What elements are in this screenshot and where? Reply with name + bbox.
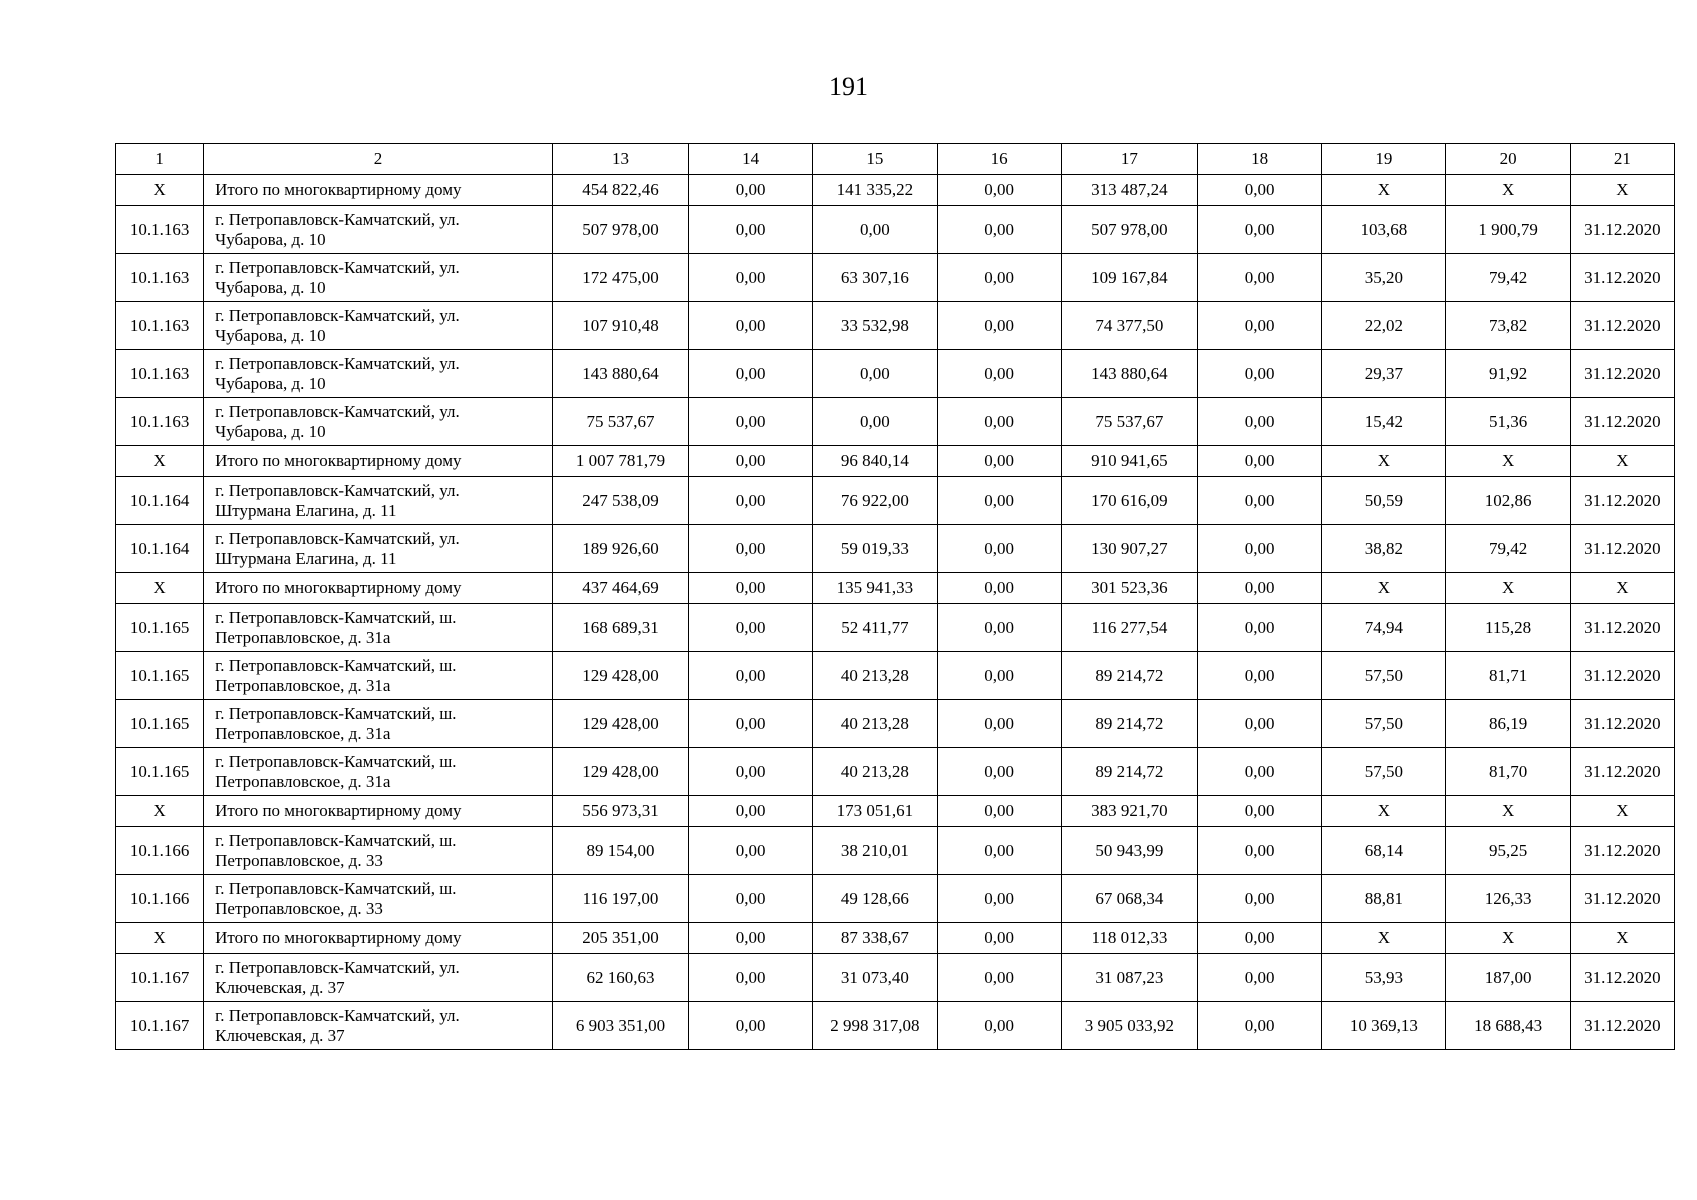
table-cell: 57,50 <box>1322 652 1446 700</box>
table-cell: 126,33 <box>1446 875 1570 923</box>
table-cell: 74 377,50 <box>1061 302 1197 350</box>
column-header: 20 <box>1446 144 1570 175</box>
table-row <box>116 398 1675 446</box>
table-cell: 0,00 <box>1198 446 1322 477</box>
table-cell: 0,00 <box>937 525 1061 573</box>
table-cell: 0,00 <box>689 923 813 954</box>
table-body <box>116 144 1675 1050</box>
table-cell: 116 197,00 <box>552 875 688 923</box>
table-cell: X <box>1322 175 1446 206</box>
data-table <box>115 143 1675 1050</box>
table-row <box>116 302 1675 350</box>
table-cell: 3 905 033,92 <box>1061 1002 1197 1050</box>
table-cell: 0,00 <box>689 1002 813 1050</box>
table-cell: 135 941,33 <box>813 573 937 604</box>
table-cell: 31.12.2020 <box>1570 827 1674 875</box>
table-cell: 0,00 <box>1198 573 1322 604</box>
table-cell: X <box>1570 923 1674 954</box>
address-line-1: г. Петропавловск-Камчатский, ул. <box>215 257 460 277</box>
total-label-cell: Итого по многоквартирному дому <box>204 796 553 827</box>
address-cell <box>204 700 553 748</box>
table-cell: 507 978,00 <box>1061 206 1197 254</box>
table-cell: 91,92 <box>1446 350 1570 398</box>
table-cell: 0,00 <box>689 206 813 254</box>
table-cell: 38,82 <box>1322 525 1446 573</box>
table-cell: 0,00 <box>689 827 813 875</box>
table-cell: 0,00 <box>1198 398 1322 446</box>
address-line-2: Штурмана Елагина, д. 11 <box>215 500 397 520</box>
column-header: 2 <box>204 144 553 175</box>
address-cell <box>204 398 553 446</box>
table-cell: 88,81 <box>1322 875 1446 923</box>
table-cell: 0,00 <box>937 827 1061 875</box>
address-cell <box>204 748 553 796</box>
table-cell: 172 475,00 <box>552 254 688 302</box>
address-cell <box>204 350 553 398</box>
address-line-1: г. Петропавловск-Камчатский, ул. <box>215 957 460 977</box>
address-cell <box>204 604 553 652</box>
table-cell: 0,00 <box>937 206 1061 254</box>
table-cell: 0,00 <box>689 875 813 923</box>
table-cell: 18 688,43 <box>1446 1002 1570 1050</box>
address-line-1: г. Петропавловск-Камчатский, ш. <box>215 703 457 723</box>
address-line-2: Штурмана Елагина, д. 11 <box>215 548 397 568</box>
address-cell <box>204 875 553 923</box>
column-header: 17 <box>1061 144 1197 175</box>
address-line-1: г. Петропавловск-Камчатский, ш. <box>215 655 457 675</box>
row-id-cell: 10.1.166 <box>116 875 204 923</box>
table-cell: X <box>1322 446 1446 477</box>
table-cell: 247 538,09 <box>552 477 688 525</box>
table-cell: 129 428,00 <box>552 700 688 748</box>
table-cell: 187,00 <box>1446 954 1570 1002</box>
table-cell: 31.12.2020 <box>1570 206 1674 254</box>
table-cell: 0,00 <box>689 254 813 302</box>
row-id-cell: 10.1.164 <box>116 525 204 573</box>
table-cell: X <box>1446 175 1570 206</box>
table-cell: 49 128,66 <box>813 875 937 923</box>
table-cell: 31.12.2020 <box>1570 652 1674 700</box>
table-cell: 89 214,72 <box>1061 700 1197 748</box>
total-label-cell: Итого по многоквартирному дому <box>204 175 553 206</box>
row-id-cell: 10.1.164 <box>116 477 204 525</box>
table-cell: 6 903 351,00 <box>552 1002 688 1050</box>
table-cell: 75 537,67 <box>552 398 688 446</box>
table-cell: 0,00 <box>1198 923 1322 954</box>
table-cell: 68,14 <box>1322 827 1446 875</box>
table-cell: 40 213,28 <box>813 748 937 796</box>
total-label-cell: Итого по многоквартирному дому <box>204 573 553 604</box>
address-cell <box>204 525 553 573</box>
table-cell: 0,00 <box>1198 525 1322 573</box>
table-cell: 0,00 <box>689 446 813 477</box>
table-cell: 0,00 <box>689 652 813 700</box>
total-label-cell: Итого по многоквартирному дому <box>204 923 553 954</box>
table-cell: 0,00 <box>1198 1002 1322 1050</box>
table-cell: 107 910,48 <box>552 302 688 350</box>
table-row <box>116 700 1675 748</box>
table-cell: 31.12.2020 <box>1570 700 1674 748</box>
table-cell: 35,20 <box>1322 254 1446 302</box>
table-cell: 0,00 <box>689 954 813 1002</box>
table-cell: 0,00 <box>1198 302 1322 350</box>
table-cell: 95,25 <box>1446 827 1570 875</box>
table-row <box>116 604 1675 652</box>
table-row <box>116 748 1675 796</box>
table-cell: 173 051,61 <box>813 796 937 827</box>
table-cell: 31.12.2020 <box>1570 398 1674 446</box>
table-cell: 0,00 <box>937 573 1061 604</box>
table-cell: 0,00 <box>689 700 813 748</box>
address-line-1: г. Петропавловск-Камчатский, ш. <box>215 830 457 850</box>
table-cell: 53,93 <box>1322 954 1446 1002</box>
table-row <box>116 652 1675 700</box>
table-row <box>116 206 1675 254</box>
address-cell <box>204 652 553 700</box>
table-cell: 507 978,00 <box>552 206 688 254</box>
table-cell: X <box>116 923 204 954</box>
table-cell: X <box>116 573 204 604</box>
row-id-cell: 10.1.165 <box>116 700 204 748</box>
table-cell: 50,59 <box>1322 477 1446 525</box>
table-cell: 0,00 <box>689 573 813 604</box>
row-id-cell: 10.1.167 <box>116 954 204 1002</box>
table-cell: 81,71 <box>1446 652 1570 700</box>
row-id-cell: 10.1.163 <box>116 254 204 302</box>
address-line-1: г. Петропавловск-Камчатский, ул. <box>215 401 460 421</box>
table-cell: 143 880,64 <box>552 350 688 398</box>
table-cell: 31.12.2020 <box>1570 525 1674 573</box>
total-row <box>116 175 1675 206</box>
table-cell: 67 068,34 <box>1061 875 1197 923</box>
address-line-2: Петропавловское, д. 33 <box>215 898 383 918</box>
column-header: 19 <box>1322 144 1446 175</box>
table-cell: 116 277,54 <box>1061 604 1197 652</box>
row-id-cell: 10.1.163 <box>116 350 204 398</box>
table-cell: 0,00 <box>689 302 813 350</box>
page-number: 191 <box>829 72 868 101</box>
table-cell: 0,00 <box>813 206 937 254</box>
address-cell <box>204 206 553 254</box>
table-cell: 0,00 <box>689 175 813 206</box>
table-cell: 62 160,63 <box>552 954 688 1002</box>
table-cell: 0,00 <box>1198 604 1322 652</box>
table-cell: 31 087,23 <box>1061 954 1197 1002</box>
table-cell: 109 167,84 <box>1061 254 1197 302</box>
table-cell: 0,00 <box>937 796 1061 827</box>
address-line-2: Петропавловское, д. 31а <box>215 723 391 743</box>
table-cell: 115,28 <box>1446 604 1570 652</box>
table-cell: X <box>1570 573 1674 604</box>
table-cell: 31.12.2020 <box>1570 875 1674 923</box>
table-cell: 0,00 <box>689 525 813 573</box>
total-row <box>116 796 1675 827</box>
table-cell: 31.12.2020 <box>1570 604 1674 652</box>
address-cell <box>204 302 553 350</box>
table-cell: 89 214,72 <box>1061 748 1197 796</box>
column-header: 15 <box>813 144 937 175</box>
address-line-2: Петропавловское, д. 31а <box>215 771 391 791</box>
table-row <box>116 827 1675 875</box>
column-header: 16 <box>937 144 1061 175</box>
table-row <box>116 1002 1675 1050</box>
table-cell: 0,00 <box>937 477 1061 525</box>
table-cell: X <box>1570 446 1674 477</box>
table-cell: 0,00 <box>813 350 937 398</box>
address-line-1: г. Петропавловск-Камчатский, ул. <box>215 480 460 500</box>
table-cell: 0,00 <box>937 350 1061 398</box>
table-cell: 31.12.2020 <box>1570 954 1674 1002</box>
row-id-cell: 10.1.165 <box>116 748 204 796</box>
address-line-1: г. Петропавловск-Камчатский, ш. <box>215 878 457 898</box>
table-cell: 0,00 <box>937 446 1061 477</box>
table-cell: 0,00 <box>937 954 1061 1002</box>
table-cell: 0,00 <box>937 604 1061 652</box>
table-cell: 50 943,99 <box>1061 827 1197 875</box>
table-cell: 556 973,31 <box>552 796 688 827</box>
address-line-2: Чубарова, д. 10 <box>215 373 326 393</box>
table-cell: 102,86 <box>1446 477 1570 525</box>
column-header: 13 <box>552 144 688 175</box>
address-cell <box>204 1002 553 1050</box>
address-line-1: г. Петропавловск-Камчатский, ш. <box>215 607 457 627</box>
table-cell: 0,00 <box>937 875 1061 923</box>
table-cell: 0,00 <box>1198 954 1322 1002</box>
table-cell: 205 351,00 <box>552 923 688 954</box>
table-row <box>116 477 1675 525</box>
column-header: 1 <box>116 144 204 175</box>
address-line-2: Петропавловское, д. 33 <box>215 850 383 870</box>
row-id-cell: 10.1.166 <box>116 827 204 875</box>
table-row <box>116 954 1675 1002</box>
table-cell: X <box>1446 923 1570 954</box>
address-cell <box>204 954 553 1002</box>
table-cell: X <box>1570 796 1674 827</box>
table-cell: X <box>1570 175 1674 206</box>
table-cell: 89 214,72 <box>1061 652 1197 700</box>
table-cell: 15,42 <box>1322 398 1446 446</box>
table-cell: 189 926,60 <box>552 525 688 573</box>
table-cell: 1 900,79 <box>1446 206 1570 254</box>
address-line-1: г. Петропавловск-Камчатский, ул. <box>215 1005 460 1025</box>
table-cell: X <box>1322 573 1446 604</box>
table-cell: 0,00 <box>1198 875 1322 923</box>
table-row <box>116 254 1675 302</box>
table-cell: 29,37 <box>1322 350 1446 398</box>
table-cell: 38 210,01 <box>813 827 937 875</box>
total-label-cell: Итого по многоквартирному дому <box>204 446 553 477</box>
table-cell: 57,50 <box>1322 748 1446 796</box>
table-cell: 74,94 <box>1322 604 1446 652</box>
table-cell: 118 012,33 <box>1061 923 1197 954</box>
table-cell: 86,19 <box>1446 700 1570 748</box>
address-line-1: г. Петропавловск-Камчатский, ш. <box>215 751 457 771</box>
table-cell: 103,68 <box>1322 206 1446 254</box>
table-cell: 313 487,24 <box>1061 175 1197 206</box>
table-cell: 141 335,22 <box>813 175 937 206</box>
table-cell: 40 213,28 <box>813 700 937 748</box>
table-cell: 0,00 <box>937 1002 1061 1050</box>
table-cell: 87 338,67 <box>813 923 937 954</box>
table-cell: 0,00 <box>937 700 1061 748</box>
table-cell: 0,00 <box>1198 748 1322 796</box>
table-cell: 79,42 <box>1446 254 1570 302</box>
table-cell: 910 941,65 <box>1061 446 1197 477</box>
table-cell: X <box>116 796 204 827</box>
address-line-1: г. Петропавловск-Камчатский, ул. <box>215 528 460 548</box>
table-cell: 89 154,00 <box>552 827 688 875</box>
row-id-cell: 10.1.167 <box>116 1002 204 1050</box>
address-cell <box>204 827 553 875</box>
table-cell: 0,00 <box>1198 827 1322 875</box>
table-cell: 0,00 <box>1198 700 1322 748</box>
table-cell: 0,00 <box>937 652 1061 700</box>
table-cell: 0,00 <box>937 175 1061 206</box>
address-cell <box>204 477 553 525</box>
table-cell: 76 922,00 <box>813 477 937 525</box>
row-id-cell: 10.1.163 <box>116 206 204 254</box>
table-cell: X <box>116 446 204 477</box>
table-cell: 170 616,09 <box>1061 477 1197 525</box>
address-line-1: г. Петропавловск-Камчатский, ул. <box>215 353 460 373</box>
table-cell: 0,00 <box>689 350 813 398</box>
table-cell: 63 307,16 <box>813 254 937 302</box>
table-cell: 0,00 <box>1198 652 1322 700</box>
table-cell: 130 907,27 <box>1061 525 1197 573</box>
table-cell: 0,00 <box>937 923 1061 954</box>
table-cell: 0,00 <box>937 302 1061 350</box>
address-cell <box>204 254 553 302</box>
table-cell: 75 537,67 <box>1061 398 1197 446</box>
table-cell: 0,00 <box>1198 350 1322 398</box>
address-line-1: г. Петропавловск-Камчатский, ул. <box>215 305 460 325</box>
address-line-2: Ключевская, д. 37 <box>215 1025 345 1045</box>
table-row <box>116 525 1675 573</box>
column-header-row <box>116 144 1675 175</box>
table-cell: 73,82 <box>1446 302 1570 350</box>
table-cell: 0,00 <box>1198 796 1322 827</box>
table-cell: X <box>1322 923 1446 954</box>
table-cell: 129 428,00 <box>552 652 688 700</box>
table-cell: 0,00 <box>689 748 813 796</box>
row-id-cell: 10.1.165 <box>116 652 204 700</box>
table-cell: 40 213,28 <box>813 652 937 700</box>
column-header: 21 <box>1570 144 1674 175</box>
table-cell: 22,02 <box>1322 302 1446 350</box>
address-line-2: Чубарова, д. 10 <box>215 421 326 441</box>
table-row <box>116 350 1675 398</box>
table-cell: 51,36 <box>1446 398 1570 446</box>
column-header: 14 <box>689 144 813 175</box>
table-cell: 143 880,64 <box>1061 350 1197 398</box>
table-cell: 168 689,31 <box>552 604 688 652</box>
table-cell: 31.12.2020 <box>1570 1002 1674 1050</box>
table-cell: 2 998 317,08 <box>813 1002 937 1050</box>
table-cell: 0,00 <box>813 398 937 446</box>
table-cell: X <box>1446 446 1570 477</box>
table-cell: 31.12.2020 <box>1570 477 1674 525</box>
table-cell: 57,50 <box>1322 700 1446 748</box>
table-cell: 81,70 <box>1446 748 1570 796</box>
table-cell: 31.12.2020 <box>1570 748 1674 796</box>
table-cell: 10 369,13 <box>1322 1002 1446 1050</box>
table-cell: X <box>1322 796 1446 827</box>
table-cell: 0,00 <box>689 477 813 525</box>
table-cell: 0,00 <box>689 796 813 827</box>
table-cell: X <box>1446 796 1570 827</box>
address-line-1: г. Петропавловск-Камчатский, ул. <box>215 209 460 229</box>
address-line-2: Петропавловское, д. 31а <box>215 627 391 647</box>
table-cell: 0,00 <box>689 398 813 446</box>
total-row <box>116 573 1675 604</box>
address-line-2: Чубарова, д. 10 <box>215 277 326 297</box>
table-cell: 0,00 <box>937 398 1061 446</box>
table-cell: X <box>116 175 204 206</box>
table-cell: 79,42 <box>1446 525 1570 573</box>
table-cell: 31 073,40 <box>813 954 937 1002</box>
row-id-cell: 10.1.163 <box>116 398 204 446</box>
total-row <box>116 923 1675 954</box>
table-cell: 0,00 <box>689 604 813 652</box>
table-cell: 383 921,70 <box>1061 796 1197 827</box>
address-line-2: Ключевская, д. 37 <box>215 977 345 997</box>
table-cell: 0,00 <box>1198 206 1322 254</box>
table-cell: 454 822,46 <box>552 175 688 206</box>
total-row <box>116 446 1675 477</box>
table-cell: 0,00 <box>937 748 1061 796</box>
table-cell: 52 411,77 <box>813 604 937 652</box>
column-header: 18 <box>1198 144 1322 175</box>
table-cell: 31.12.2020 <box>1570 350 1674 398</box>
table-cell: 0,00 <box>1198 254 1322 302</box>
table-cell: 31.12.2020 <box>1570 254 1674 302</box>
table-cell: 0,00 <box>1198 175 1322 206</box>
row-id-cell: 10.1.165 <box>116 604 204 652</box>
table-cell: 129 428,00 <box>552 748 688 796</box>
address-line-2: Чубарова, д. 10 <box>215 325 326 345</box>
table-cell: 437 464,69 <box>552 573 688 604</box>
table-cell: 0,00 <box>937 254 1061 302</box>
table-cell: 59 019,33 <box>813 525 937 573</box>
table-cell: 301 523,36 <box>1061 573 1197 604</box>
table-cell: 96 840,14 <box>813 446 937 477</box>
table-cell: 1 007 781,79 <box>552 446 688 477</box>
table-cell: 0,00 <box>1198 477 1322 525</box>
address-line-2: Петропавловское, д. 31а <box>215 675 391 695</box>
table-row <box>116 875 1675 923</box>
table-cell: 33 532,98 <box>813 302 937 350</box>
table-cell: X <box>1446 573 1570 604</box>
address-line-2: Чубарова, д. 10 <box>215 229 326 249</box>
row-id-cell: 10.1.163 <box>116 302 204 350</box>
table-cell: 31.12.2020 <box>1570 302 1674 350</box>
